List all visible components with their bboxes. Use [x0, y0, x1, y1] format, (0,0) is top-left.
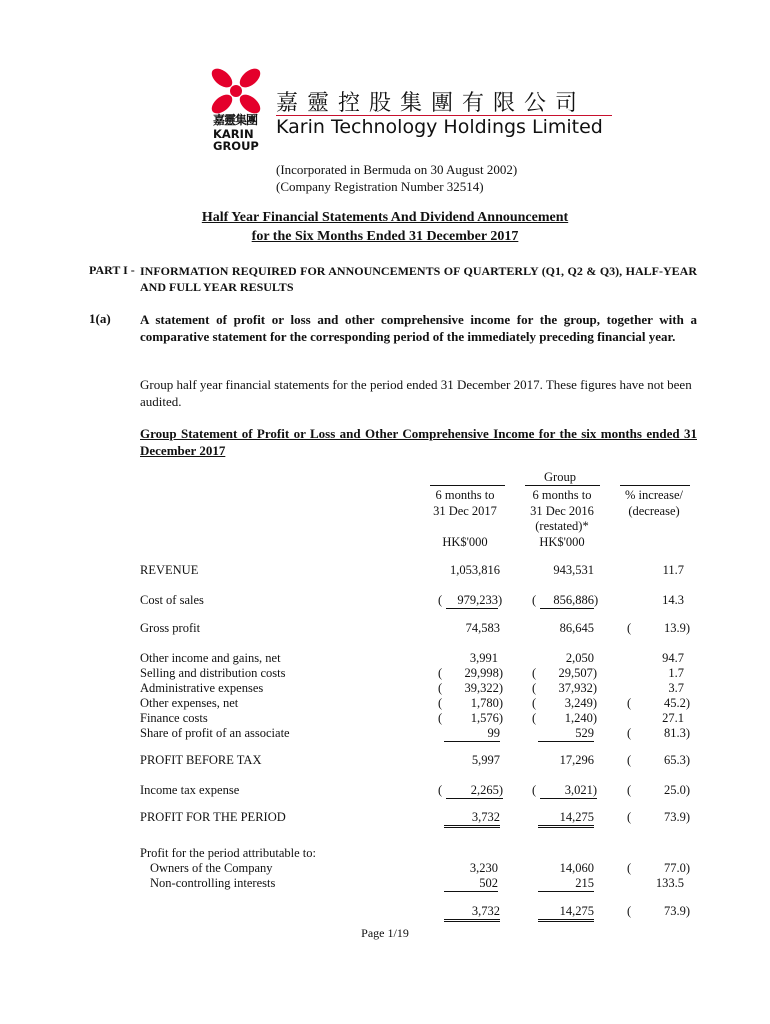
open-paren: (	[438, 711, 443, 725]
row-label-attributable: Profit for the period attributable to:	[140, 846, 316, 860]
col1-unit: HK$'000	[442, 534, 488, 549]
open-paren: (	[438, 783, 443, 797]
row-label-other-expenses: Other expenses, net	[140, 696, 239, 710]
document-title-line1: Half Year Financial Statements And Dividend Announcement	[201, 210, 569, 225]
company-name-en: Karin Technology Holdings Limited	[276, 116, 603, 138]
row-label-revenue: REVENUE	[140, 563, 199, 577]
part-label: PART I -	[89, 263, 135, 277]
revenue-2016: 943,531	[553, 563, 594, 577]
karin-logo-icon	[205, 66, 267, 116]
col2-line2: 31 Dec 2016	[530, 503, 594, 518]
incorporation-info	[276, 161, 517, 195]
open-paren: (	[627, 621, 632, 635]
owners-change: 77.0)	[663, 861, 690, 875]
pbt-2017: 5,997	[471, 753, 500, 767]
gross-profit-change: 13.9)	[663, 621, 690, 635]
cost-of-sales-change: 14.3	[662, 593, 684, 607]
col1-line3	[425, 519, 505, 535]
open-paren: (	[438, 696, 443, 710]
revenue-change: 11.7	[662, 563, 684, 577]
tax-2017: 2,265)	[446, 783, 503, 799]
open-paren: (	[438, 666, 443, 680]
other-expenses-change: 45.2)	[663, 696, 690, 710]
group-rule-3	[620, 485, 690, 486]
selling-2017: 29,998)	[464, 666, 503, 680]
col3-line1: % increase/	[625, 488, 683, 502]
row-label-owners: Owners of the Company	[150, 861, 273, 875]
associate-2017: 99	[444, 726, 500, 742]
close-paren: )	[594, 593, 599, 607]
admin-2016: 37,932)	[558, 681, 597, 695]
gross-profit-2016: 86,645	[559, 621, 594, 635]
tax-2016: 3,021)	[540, 783, 597, 799]
cost-of-sales-2017: 979,233	[446, 593, 498, 609]
incorporated-line: (Incorporated in Bermuda on 30 August 2002)	[276, 162, 518, 177]
open-paren: (	[532, 681, 537, 695]
associate-change: 81.3)	[663, 726, 690, 740]
pbt-change: 65.3)	[663, 753, 690, 767]
row-label-other-income: Other income and gains, net	[140, 651, 281, 665]
open-paren: (	[532, 593, 537, 607]
cost-of-sales-2016: 856,886	[540, 593, 594, 609]
col3-line2: (decrease)	[628, 503, 680, 518]
selling-change: 1.7	[668, 666, 684, 680]
open-paren: (	[627, 861, 632, 875]
row-label-finance-costs: Finance costs	[140, 711, 208, 725]
nci-2017: 502	[444, 876, 498, 892]
open-paren: (	[627, 696, 632, 710]
row-label-profit: PROFIT FOR THE PERIOD	[140, 810, 286, 824]
other-income-2016: 2,050	[565, 651, 594, 665]
close-paren: )	[498, 593, 503, 607]
group-rule-2	[525, 485, 600, 486]
row-label-selling: Selling and distribution costs	[140, 666, 286, 680]
nci-2016: 215	[538, 876, 594, 892]
document-title-line2: for the Six Months Ended 31 December 2017	[251, 229, 519, 244]
gross-profit-2017: 74,583	[465, 621, 500, 635]
open-paren: (	[627, 783, 632, 797]
associate-2016: 529	[538, 726, 594, 742]
admin-2017: 39,322)	[464, 681, 503, 695]
other-income-2017: 3,991	[469, 651, 498, 665]
row-label-admin: Administrative expenses	[140, 681, 264, 695]
open-paren: (	[627, 753, 632, 767]
other-expenses-2017: 1,780)	[470, 696, 503, 710]
logo-brand-line2: GROUP	[213, 139, 259, 153]
open-paren: (	[532, 696, 537, 710]
group-rule-1	[430, 485, 505, 486]
col2-line1: 6 months to	[532, 488, 592, 502]
nci-change: 133.5	[655, 876, 684, 890]
logo-brand-en	[213, 128, 259, 152]
selling-2016: 29,507)	[558, 666, 597, 680]
profit-2017: 3,732	[444, 810, 500, 828]
row-label-nci: Non-controlling interests	[150, 876, 276, 890]
open-paren: (	[532, 711, 537, 725]
logo-brand-cn: 嘉靈集團	[213, 113, 258, 127]
total-change: 73.9)	[663, 904, 690, 918]
open-paren: (	[438, 681, 443, 695]
finance-costs-2016: 1,240)	[564, 711, 597, 725]
open-paren: (	[532, 666, 537, 680]
pbt-2016: 17,296	[559, 753, 594, 767]
col2-unit: HK$'000	[539, 534, 585, 549]
column-header-2017	[425, 488, 505, 550]
row-label-pbt: PROFIT BEFORE TAX	[140, 753, 262, 767]
part-heading: INFORMATION REQUIRED FOR ANNOUNCEMENTS OF QUARTERLY (Q1, Q2 & Q3), HALF-YEAR AND FULL YEAR RESULTS	[140, 264, 697, 294]
revenue-2017: 1,053,816	[450, 563, 500, 577]
finance-costs-2017: 1,576)	[470, 711, 503, 725]
profit-2016: 14,275	[538, 810, 594, 828]
company-name-cn: 嘉靈控股集團有限公司	[276, 91, 587, 116]
row-label-associate: Share of profit of an associate	[140, 726, 290, 740]
tax-change: 25.0)	[663, 783, 690, 797]
admin-change: 3.7	[668, 681, 684, 695]
open-paren: (	[438, 593, 443, 607]
owners-2017: 3,230	[469, 861, 498, 875]
open-paren: (	[627, 726, 632, 740]
open-paren: (	[627, 810, 632, 824]
statement-title: Group Statement of Profit or Loss and Other Comprehensive Income for the six months ended 31 December 2017	[140, 426, 697, 458]
other-income-change: 94.7	[662, 651, 684, 665]
logo-brand-line1: KARIN	[213, 127, 254, 141]
other-expenses-2016: 3,249)	[564, 696, 597, 710]
column-header-2016	[518, 488, 606, 550]
section-intro: Group half year financial statements for the period ended 31 December 2017. These figures have not been audited.	[140, 377, 692, 409]
profit-change: 73.9)	[663, 810, 690, 824]
open-paren: (	[532, 783, 537, 797]
col2-line3: (restated)*	[535, 519, 589, 533]
row-label-gross-profit: Gross profit	[140, 621, 201, 635]
column-header-change	[614, 488, 694, 519]
registration-line: (Company Registration Number 32514)	[276, 179, 484, 194]
row-label-cost-of-sales: Cost of sales	[140, 593, 204, 607]
table-group-header: Group	[544, 470, 576, 484]
col1-line2: 31 Dec 2017	[433, 503, 497, 518]
open-paren: (	[627, 904, 632, 918]
col1-line1: 6 months to	[435, 488, 495, 502]
total-2017: 3,732	[444, 904, 500, 922]
finance-costs-change: 27.1	[662, 711, 684, 725]
section-number: 1(a)	[89, 311, 111, 326]
total-2016: 14,275	[538, 904, 594, 922]
row-label-tax: Income tax expense	[140, 783, 240, 797]
section-heading: A statement of profit or loss and other comprehensive income for the group, together with a comparative statement for the corresponding period of the immediately preceding financial year.	[140, 312, 697, 344]
page-number: Page 1/19	[361, 926, 409, 940]
owners-2016: 14,060	[559, 861, 594, 875]
